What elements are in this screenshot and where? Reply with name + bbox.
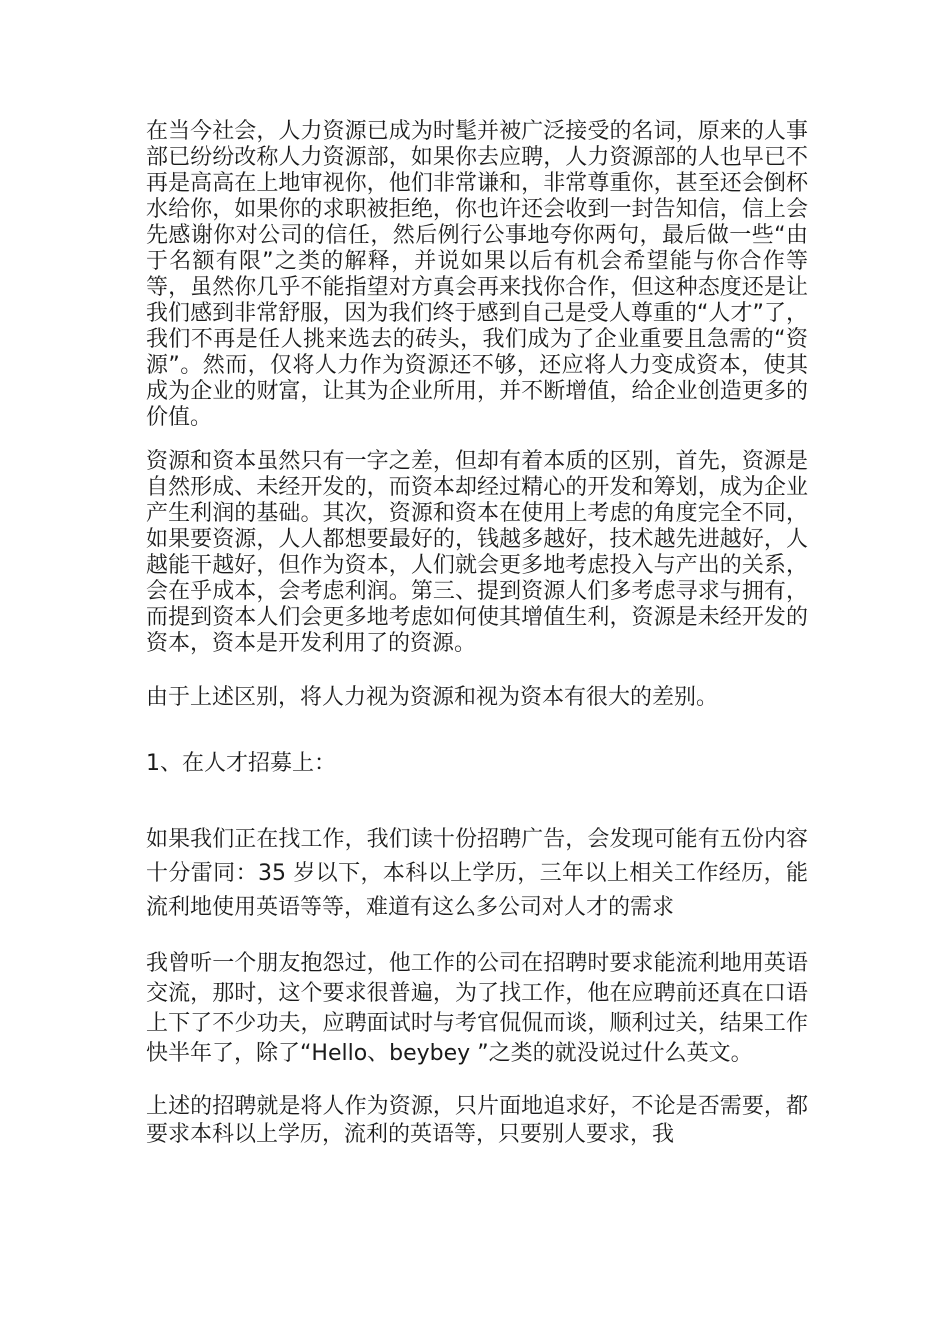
paragraph-recruitment-analysis: 上述的招聘就是将人作为资源，只片面地追求好，不论是否需要，都要求本科以上学历，流利的英语等，只要别人要求，我: [146, 1094, 808, 1147]
paragraph-friend-story: 我曾听一个朋友抱怨过，他工作的公司在招聘时要求能流利地用英语交流，那时，这个要求很普遍，为了找工作，他在应聘前还真在口语上下了不少功夫，应聘面试时与考官侃侃而谈，顺利过关，结果工作快半年了，除了“Hello、beybey ”之类的就没说过什么英文。: [146, 951, 808, 1066]
paragraph-job-ads: 如果我们正在找工作，我们读十份招聘广告，会发现可能有五份内容十分雷同：35 岁以下，本科以上学历，三年以上相关工作经历，能流利地使用英语等等，难道有这么多公司对人才的需求: [146, 827, 808, 920]
paragraph-difference-summary: 由于上述区别，将人力视为资源和视为资本有很大的差别。: [146, 685, 719, 710]
document-body: [146, 119, 808, 1149]
section-heading-recruitment: 1、在人才招募上：: [146, 751, 336, 776]
paragraph-resource-vs-capital: 资源和资本虽然只有一字之差，但却有着本质的区别，首先，资源是自然形成、未经开发的，而资本却经过精心的开发和筹划，成为企业产生利润的基础。其次，资源和资本在使用上考虑的角度完全不同，如果要资源，人人都想要最好的，钱越多越好，技术越先进越好，人越能干越好，但作为资本，人们就会更多地考虑投入与产出的关系，会在乎成本，会考虑利润。第三、提到资源人们多考虑寻求与拥有，而提到资本人们会更多地考虑如何使其增值生利，资源是未经开发的资本，资本是开发利用了的资源。: [146, 449, 808, 656]
paragraph-intro: 在当今社会，人力资源已成为时髦并被广泛接受的名词，原来的人事部已纷纷改称人力资源部，如果你去应聘，人力资源部的人也早已不再是高高在上地审视你，他们非常谦和，非常尊重你，甚至还会倒杯水给你，如果你的求职被拒绝，你也许还会收到一封告知信，信上会先感谢你对公司的信任，然后例行公事地夸你两句，最后做一些“由于名额有限”之类的解释，并说如果以后有机会希望能与你合作等等，虽然你几乎不能指望对方真会再来找你合作，但这种态度还是让我们感到非常舒服，因为我们终于感到自己是受人尊重的“人才”了，我们不再是任人挑来选去的砖头，我们成为了企业重要且急需的“资源”。然而，仅将人力作为资源还不够，还应将人力变成资本，使其成为企业的财富，让其为企业所用，并不断增值，给企业创造更多的价值。: [146, 119, 808, 430]
